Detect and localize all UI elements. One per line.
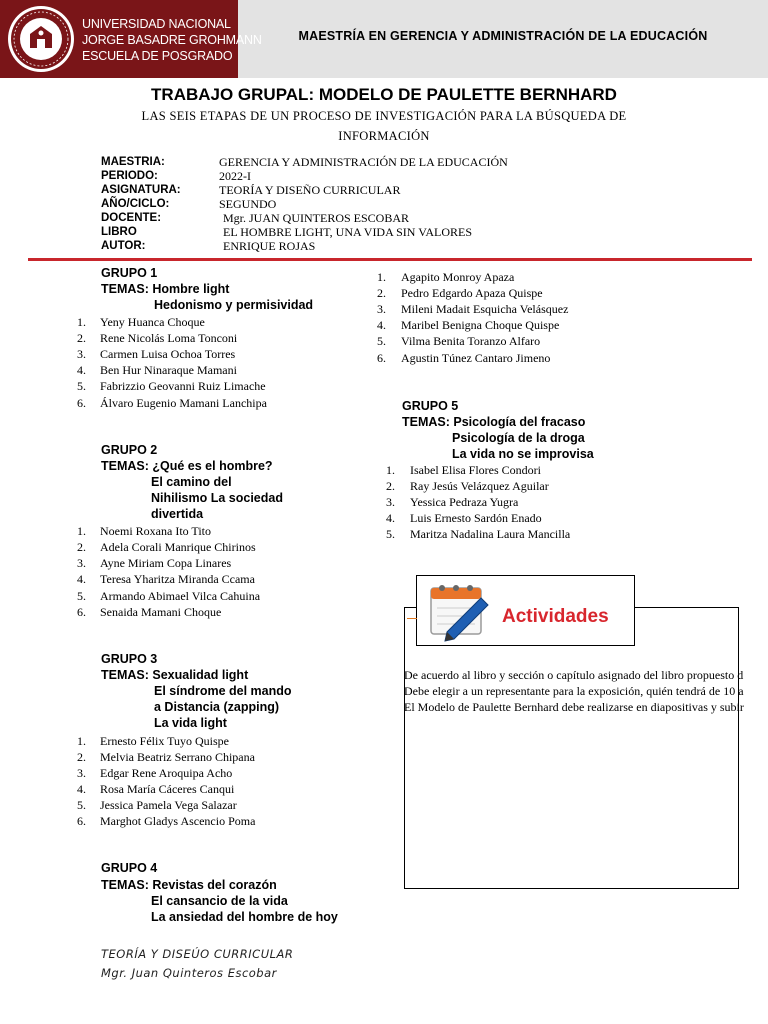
list-item: Rosa María Cáceres Canqui: [100, 782, 235, 796]
list-item: Fabrizzio Geovanni Ruiz Limache: [100, 379, 266, 393]
list-number: 2.: [377, 286, 386, 300]
info-label: ASIGNATURA:: [101, 184, 181, 196]
school-name: ESCUELA DE POSGRADO: [82, 49, 233, 63]
list-number: 6.: [77, 605, 86, 619]
info-value: GERENCIA Y ADMINISTRACIÓN DE LA EDUCACIÓN: [219, 155, 508, 169]
activity-line: El Modelo de Paulette Bernhard debe realizarse en diapositivas y subir: [404, 700, 744, 714]
list-number: 5.: [377, 334, 386, 348]
list-item: Ernesto Félix Tuyo Quispe: [100, 734, 230, 748]
list-number: 4.: [77, 572, 86, 586]
list-item: Marghot Gladys Ascencio Poma: [100, 814, 256, 828]
info-value: EL HOMBRE LIGHT, UNA VIDA SIN VALORES: [223, 225, 473, 239]
list-item: Luis Ernesto Sardón Enado: [410, 511, 542, 525]
list-item: Senaida Mamani Choque: [100, 605, 222, 619]
group-topic: TEMAS: ¿Qué es el hombre?: [101, 459, 273, 473]
list-number: 4.: [77, 782, 86, 796]
list-item: Ray Jesús Velázquez Aguilar: [410, 479, 549, 493]
section-divider: [28, 258, 752, 261]
info-label: MAESTRIA:: [101, 156, 165, 168]
calendar-pen-icon: [425, 578, 493, 642]
list-number: 1.: [77, 315, 86, 329]
group-topic: La ansiedad del hombre de hoy: [151, 910, 338, 924]
list-item: Armando Abimael Vilca Cahuina: [100, 589, 261, 603]
signature-course: TEORÍA Y DISEÚO CURRICULAR: [101, 947, 294, 961]
info-label: LIBRO: [101, 226, 137, 238]
group-topic: TEMAS: Sexualidad light: [101, 668, 249, 682]
list-number: 3.: [377, 302, 386, 316]
list-number: 2.: [77, 540, 86, 554]
list-number: 5.: [77, 798, 86, 812]
list-item: Mileni Madait Esquicha Velásquez: [401, 302, 569, 316]
group-topic: Nihilismo La sociedad: [151, 491, 283, 505]
list-item: Melvia Beatriz Serrano Chipana: [100, 750, 255, 764]
info-label: AUTOR:: [101, 240, 146, 252]
group-title: GRUPO 4: [101, 861, 158, 875]
list-number: 2.: [386, 479, 395, 493]
group-topic: El síndrome del mando: [154, 684, 292, 698]
list-item: Vilma Benita Toranzo Alfaro: [401, 334, 541, 348]
list-item: Carmen Luisa Ochoa Torres: [100, 347, 236, 361]
list-item: Agustin Túnez Cantaro Jimeno: [401, 351, 551, 365]
subtitle-line-2: INFORMACIÓN: [338, 129, 430, 143]
activity-line: De acuerdo al libro y sección o capítulo asignado del libro propuesto d: [404, 668, 744, 682]
list-item: Teresa Yharitza Miranda Ccama: [100, 572, 255, 586]
group-title: GRUPO 5: [402, 399, 459, 413]
list-number: 1.: [377, 270, 386, 284]
university-name-line-2: JORGE BASADRE GROHMANN: [82, 33, 262, 47]
group-topic: El camino del: [151, 475, 232, 489]
list-item: Álvaro Eugenio Mamani Lanchipa: [100, 396, 267, 410]
list-item: Yessica Pedraza Yugra: [410, 495, 519, 509]
program-title: MAESTRÍA EN GERENCIA Y ADMINISTRACIÓN DE LA EDUCACIÓN: [298, 29, 708, 43]
list-item: Isabel Elisa Flores Condori: [410, 463, 541, 477]
list-item: Jessica Pamela Vega Salazar: [100, 798, 237, 812]
group-topic: TEMAS: Hombre light: [101, 282, 230, 296]
info-value: Mgr. JUAN QUINTEROS ESCOBAR: [223, 211, 410, 225]
activity-line: Debe elegir a un representante para la exposición, quién tendrá de 10 a: [404, 684, 744, 698]
list-number: 5.: [77, 379, 86, 393]
group-topic: divertida: [151, 507, 204, 521]
group-topic: TEMAS: Psicología del fracaso: [402, 415, 586, 429]
accent-line: [407, 618, 417, 619]
group-topic: Hedonismo y permisividad: [154, 298, 314, 312]
info-label: DOCENTE:: [101, 212, 162, 224]
list-number: 5.: [386, 527, 395, 541]
list-item: Noemi Roxana Ito Tito: [100, 524, 212, 538]
list-number: 1.: [77, 524, 86, 538]
university-name-line-1: UNIVERSIDAD NACIONAL: [82, 17, 231, 31]
list-number: 1.: [77, 734, 86, 748]
info-value: 2022-I: [219, 169, 251, 183]
group-topic: Psicología de la droga: [452, 431, 585, 445]
group-topic: a Distancia (zapping): [154, 700, 280, 714]
list-item: Edgar Rene Aroquipa Acho: [100, 766, 233, 780]
list-number: 1.: [386, 463, 395, 477]
info-value: SEGUNDO: [219, 197, 277, 211]
list-number: 2.: [77, 750, 86, 764]
list-item: Maritza Nadalina Laura Mancilla: [410, 527, 571, 541]
group-topic: La vida light: [154, 716, 227, 730]
activities-panel: [404, 607, 739, 889]
list-number: 6.: [377, 351, 386, 365]
subtitle-line-1: LAS SEIS ETAPAS DE UN PROCESO DE INVESTIGACIÓN PARA LA BÚSQUEDA DE: [141, 109, 627, 123]
group-topic: TEMAS: Revistas del corazón: [101, 878, 277, 892]
list-number: 3.: [77, 556, 86, 570]
list-number: 5.: [77, 589, 86, 603]
group-topic: La vida no se improvisa: [452, 447, 594, 461]
info-label: AÑO/CICLO:: [101, 198, 170, 210]
university-seal-logo: [6, 4, 76, 74]
list-number: 4.: [386, 511, 395, 525]
list-item: Rene Nicolás Loma Tonconi: [100, 331, 238, 345]
group-title: GRUPO 2: [101, 443, 158, 457]
list-number: 3.: [77, 766, 86, 780]
document-title: TRABAJO GRUPAL: MODELO DE PAULETTE BERNHARD: [151, 85, 617, 104]
list-item: Agapito Monroy Apaza: [401, 270, 515, 284]
list-item: Ben Hur Ninaraque Mamani: [100, 363, 237, 377]
list-number: 4.: [377, 318, 386, 332]
list-item: Pedro Edgardo Apaza Quispe: [401, 286, 543, 300]
info-label: PERIODO:: [101, 170, 158, 182]
list-item: Adela Corali Manrique Chirinos: [100, 540, 256, 554]
list-number: 3.: [77, 347, 86, 361]
list-item: Yeny Huanca Choque: [100, 315, 205, 329]
group-topic: El cansancio de la vida: [151, 894, 288, 908]
list-number: 4.: [77, 363, 86, 377]
list-number: 6.: [77, 396, 86, 410]
info-value: ENRIQUE ROJAS: [223, 239, 316, 253]
signature-teacher: Mgr. Juan Quinteros Escobar: [101, 966, 277, 980]
list-item: Ayne Miriam Copa Linares: [100, 556, 232, 570]
list-number: 2.: [77, 331, 86, 345]
activities-heading: Actividades: [502, 606, 609, 627]
list-number: 6.: [77, 814, 86, 828]
group-title: GRUPO 3: [101, 652, 158, 666]
info-value: TEORÍA Y DISEÑO CURRICULAR: [219, 183, 401, 197]
group-title: GRUPO 1: [101, 266, 158, 280]
list-number: 3.: [386, 495, 395, 509]
list-item: Maribel Benigna Choque Quispe: [401, 318, 560, 332]
